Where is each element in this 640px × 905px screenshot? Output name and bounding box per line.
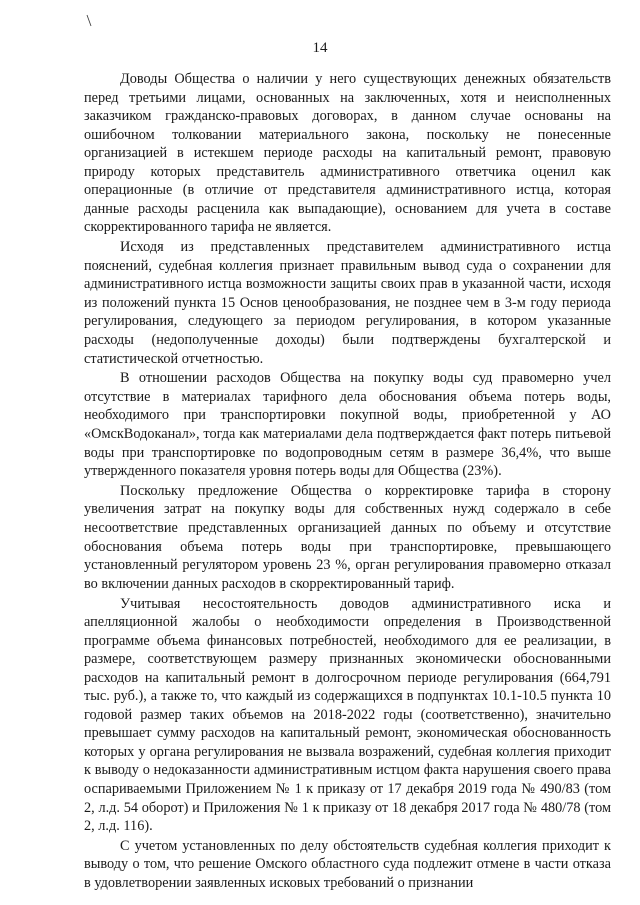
paragraph-2: Исходя из представленных представителем административного истца пояснений, судебная коллегия признает правильным вывод суда о сохранении для административного истца возможности защиты своих прав в указанной части, исходя из положений пункта 15 Основ ценообразования, не позднее чем в 3-м году периода регулирования, следующего за периодом регулирования, в котором указанные расходы (недополученные доходы) были подтверждены бухгалтерской и статистической отчетностью. <box>84 239 611 367</box>
pen-mark-icon <box>86 14 92 30</box>
document-body <box>84 70 611 894</box>
paragraph-4: Поскольку предложение Общества о корректировке тарифа в сторону увеличения затрат на покупку воды для собственных нужд содержало в себе несоответствие представленных организацией данных по объему и отсутствие обоснования объема потерь воды при транспортировке, превышающего установленный регулятором уровень 23 %, орган регулирования правомерно отказал во включении данных расходов в скорректированный тариф. <box>84 482 611 592</box>
paragraph-1: Доводы Общества о наличии у него существующих денежных обязательств перед третьими лицами, основанных на заключенных, хотя и неисполненных заказчиком гражданско-правовых договорах, в данном случае основаны на ошибочном толковании материального закона, поскольку не понесенные организацией в истекшем периоде расходы на капитальный ремонт, правовую природу которых представитель административного ответчика оценил как операционные (в отличие от представителя административного истца, которая данные расходы расценила как выпадающие), основанием для учета в составе скорректированного тарифа не является. <box>84 71 611 236</box>
paragraph-6: С учетом установленных по делу обстоятельств судебная коллегия приходит к выводу о том, что решение Омского областного суда подлежит отмене в части отказа в удовлетворении заявленных исковых требований о признании <box>84 837 611 891</box>
paragraph-3: В отношении расходов Общества на покупку воды суд правомерно учел отсутствие в материалах тарифного дела обоснования объема потерь воды, необходимого при транспортировки покупной воды, приобретенной у АО «ОмскВодоканал», тогда как материалами дела подтверждается факт потерь питьевой воды при транспортировке по водопроводным сетям в размере 36,4%, что выше утвержденного показателя уровня потерь воды для Общества (23%). <box>84 370 611 480</box>
paragraph-5: Учитывая несостоятельность доводов административного иска и апелляционной жалобы о необходимости определения в Производственной программе объема финансовых потребностей, необходимого для ее реализации, в размере, соответствующем размеру признанных экономически обоснованными расходов на капитальный ремонт в долгосрочном периоде регулирования (664,791 тыс. руб.), а также то, что каждый из содержащихся в подпунктах 10.1-10.5 пункта 10 годовой размер таких объемов на 2018-2022 годы (соответственно), значительно превышает сумму расходов на капитальный ремонт, экономическая обоснованность которых у органа регулирования не вызвала возражений, судебная коллегия приходит к выводу о недоказанности административным истцом факта нарушения своего права оспариваемыми Приложением № 1 к приказу от 17 декабря 2019 года № 490/83 (том 2, л.д. 54 оборот) и Приложения № 1 к приказу от 18 декабря 2017 года № 480/78 (том 2, л.д. 116). <box>84 595 611 835</box>
page-number: 14 <box>312 40 328 56</box>
